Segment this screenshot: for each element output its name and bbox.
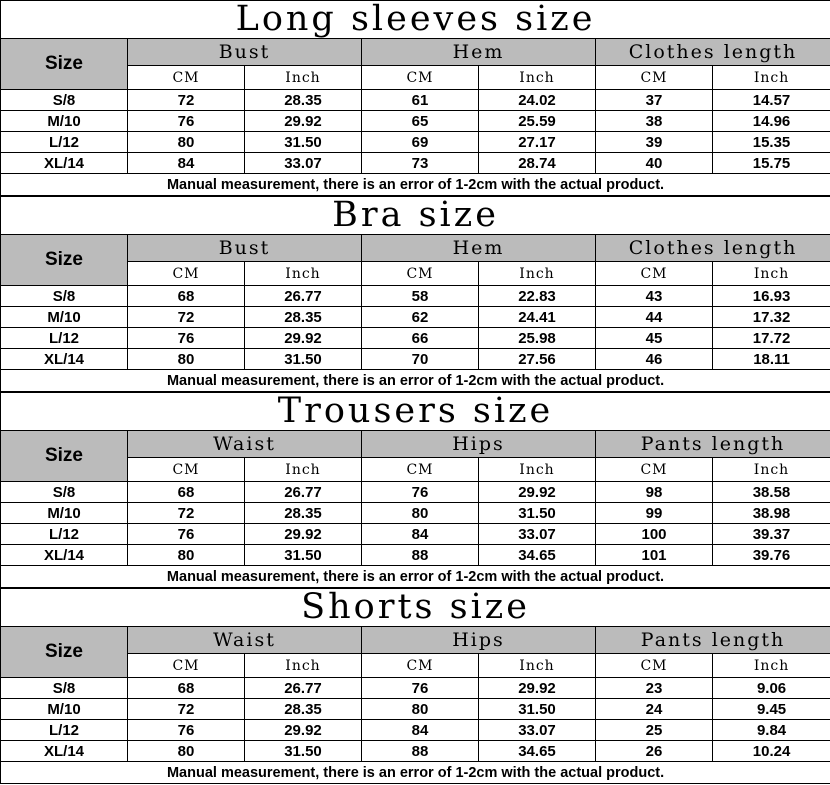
table-row <box>1 720 830 741</box>
value-cell: 70 <box>362 349 479 370</box>
value-cell: 76 <box>128 111 245 132</box>
unit-label: CM <box>596 654 713 678</box>
group-header-row <box>1 431 830 458</box>
value-cell: 68 <box>128 286 245 307</box>
value-cell: 10.24 <box>713 741 830 762</box>
group-header-row <box>1 39 830 66</box>
value-cell: 31.50 <box>245 741 362 762</box>
value-cell: 46 <box>596 349 713 370</box>
size-cell: M/10 <box>1 307 128 328</box>
value-cell: 76 <box>128 524 245 545</box>
value-cell: 25.59 <box>479 111 596 132</box>
title-row <box>1 1 830 39</box>
value-cell: 28.74 <box>479 153 596 174</box>
value-cell: 34.65 <box>479 741 596 762</box>
value-cell: 34.65 <box>479 545 596 566</box>
title-row <box>1 589 830 627</box>
value-cell: 98 <box>596 482 713 503</box>
value-cell: 22.83 <box>479 286 596 307</box>
measurement-group-header: Pants length <box>596 431 830 458</box>
value-cell: 61 <box>362 90 479 111</box>
unit-label: CM <box>128 262 245 286</box>
trousers-size-table <box>0 392 830 588</box>
value-cell: 88 <box>362 545 479 566</box>
unit-label: CM <box>128 654 245 678</box>
value-cell: 76 <box>362 678 479 699</box>
value-cell: 29.92 <box>245 720 362 741</box>
section-title-text: Long sleeves size <box>235 0 596 39</box>
value-cell: 25 <box>596 720 713 741</box>
table-row <box>1 90 830 111</box>
measurement-note: Manual measurement, there is an error of 1-2cm with the actual product. <box>1 566 830 588</box>
table-row <box>1 524 830 545</box>
unit-label: Inch <box>713 654 830 678</box>
measurement-group-header: Hips <box>362 431 596 458</box>
size-cell: L/12 <box>1 328 128 349</box>
size-cell: S/8 <box>1 678 128 699</box>
unit-label: Inch <box>479 654 596 678</box>
value-cell: 14.57 <box>713 90 830 111</box>
value-cell: 9.84 <box>713 720 830 741</box>
value-cell: 72 <box>128 503 245 524</box>
value-cell: 24.41 <box>479 307 596 328</box>
measurement-group-header: Bust <box>128 39 362 66</box>
unit-label: CM <box>362 66 479 90</box>
value-cell: 27.56 <box>479 349 596 370</box>
unit-label: Inch <box>479 262 596 286</box>
value-cell: 26 <box>596 741 713 762</box>
size-cell: S/8 <box>1 286 128 307</box>
unit-label: Inch <box>245 654 362 678</box>
table-row <box>1 286 830 307</box>
value-cell: 80 <box>362 503 479 524</box>
value-cell: 9.45 <box>713 699 830 720</box>
table-row <box>1 482 830 503</box>
table-row <box>1 503 830 524</box>
value-cell: 76 <box>128 720 245 741</box>
value-cell: 29.92 <box>479 678 596 699</box>
section-title <box>1 393 830 431</box>
unit-label: Inch <box>245 262 362 286</box>
value-cell: 45 <box>596 328 713 349</box>
unit-label: CM <box>362 654 479 678</box>
measurement-group-header: Hips <box>362 627 596 654</box>
size-cell: S/8 <box>1 482 128 503</box>
section-title-text: Trousers size <box>277 392 554 431</box>
value-cell: 28.35 <box>245 503 362 524</box>
unit-label: CM <box>596 66 713 90</box>
section-title <box>1 1 830 39</box>
unit-label: CM <box>128 458 245 482</box>
value-cell: 76 <box>362 482 479 503</box>
value-cell: 80 <box>362 699 479 720</box>
value-cell: 17.32 <box>713 307 830 328</box>
value-cell: 68 <box>128 678 245 699</box>
table-row <box>1 111 830 132</box>
unit-label: CM <box>596 262 713 286</box>
section-title-text: Shorts size <box>301 588 530 627</box>
measurement-note: Manual measurement, there is an error of 1-2cm with the actual product. <box>1 370 830 392</box>
value-cell: 73 <box>362 153 479 174</box>
value-cell: 31.50 <box>479 503 596 524</box>
size-cell: L/12 <box>1 720 128 741</box>
section-title-text: Bra size <box>332 196 499 235</box>
unit-label: CM <box>362 458 479 482</box>
measurement-group-header: Bust <box>128 235 362 262</box>
value-cell: 26.77 <box>245 678 362 699</box>
value-cell: 39 <box>596 132 713 153</box>
value-cell: 80 <box>128 349 245 370</box>
value-cell: 15.35 <box>713 132 830 153</box>
measurement-group-header: Hem <box>362 39 596 66</box>
value-cell: 40 <box>596 153 713 174</box>
group-header-row <box>1 235 830 262</box>
value-cell: 33.07 <box>479 720 596 741</box>
value-cell: 39.76 <box>713 545 830 566</box>
value-cell: 99 <box>596 503 713 524</box>
size-cell: M/10 <box>1 503 128 524</box>
size-cell: M/10 <box>1 699 128 720</box>
value-cell: 23 <box>596 678 713 699</box>
value-cell: 72 <box>128 699 245 720</box>
section-title <box>1 197 830 235</box>
title-row <box>1 393 830 431</box>
value-cell: 24 <box>596 699 713 720</box>
value-cell: 31.50 <box>245 349 362 370</box>
measurement-group-header: Waist <box>128 431 362 458</box>
value-cell: 58 <box>362 286 479 307</box>
value-cell: 38.98 <box>713 503 830 524</box>
size-cell: XL/14 <box>1 545 128 566</box>
table-row <box>1 132 830 153</box>
unit-label: Inch <box>479 66 596 90</box>
size-header: Size <box>1 431 128 482</box>
measurement-note: Manual measurement, there is an error of 1-2cm with the actual product. <box>1 762 830 784</box>
note-row <box>1 370 830 392</box>
value-cell: 29.92 <box>245 328 362 349</box>
value-cell: 38.58 <box>713 482 830 503</box>
value-cell: 18.11 <box>713 349 830 370</box>
value-cell: 72 <box>128 307 245 328</box>
unit-label: Inch <box>713 458 830 482</box>
measurement-group-header: Clothes length <box>596 235 830 262</box>
long-sleeves-size-table <box>0 0 830 196</box>
value-cell: 28.35 <box>245 699 362 720</box>
measurement-group-header: Pants length <box>596 627 830 654</box>
shorts-size-table <box>0 588 830 784</box>
value-cell: 29.92 <box>245 524 362 545</box>
value-cell: 84 <box>362 524 479 545</box>
size-header: Size <box>1 627 128 678</box>
table-row <box>1 349 830 370</box>
value-cell: 33.07 <box>245 153 362 174</box>
value-cell: 44 <box>596 307 713 328</box>
value-cell: 100 <box>596 524 713 545</box>
value-cell: 28.35 <box>245 307 362 328</box>
measurement-group-header: Hem <box>362 235 596 262</box>
note-row <box>1 762 830 784</box>
value-cell: 31.50 <box>245 545 362 566</box>
value-cell: 25.98 <box>479 328 596 349</box>
section-title <box>1 589 830 627</box>
table-row <box>1 678 830 699</box>
table-row <box>1 307 830 328</box>
size-cell: XL/14 <box>1 153 128 174</box>
value-cell: 31.50 <box>479 699 596 720</box>
measurement-note: Manual measurement, there is an error of 1-2cm with the actual product. <box>1 174 830 196</box>
size-header: Size <box>1 235 128 286</box>
unit-label: Inch <box>245 66 362 90</box>
value-cell: 43 <box>596 286 713 307</box>
value-cell: 16.93 <box>713 286 830 307</box>
unit-label: Inch <box>245 458 362 482</box>
value-cell: 80 <box>128 741 245 762</box>
value-cell: 80 <box>128 545 245 566</box>
value-cell: 76 <box>128 328 245 349</box>
value-cell: 65 <box>362 111 479 132</box>
bra-size-table <box>0 196 830 392</box>
measurement-group-header: Waist <box>128 627 362 654</box>
value-cell: 84 <box>128 153 245 174</box>
unit-label: Inch <box>713 66 830 90</box>
value-cell: 33.07 <box>479 524 596 545</box>
unit-label: Inch <box>713 262 830 286</box>
value-cell: 29.92 <box>479 482 596 503</box>
value-cell: 24.02 <box>479 90 596 111</box>
table-row <box>1 545 830 566</box>
note-row <box>1 566 830 588</box>
value-cell: 66 <box>362 328 479 349</box>
value-cell: 14.96 <box>713 111 830 132</box>
value-cell: 28.35 <box>245 90 362 111</box>
size-cell: L/12 <box>1 524 128 545</box>
value-cell: 31.50 <box>245 132 362 153</box>
size-cell: L/12 <box>1 132 128 153</box>
unit-label: CM <box>596 458 713 482</box>
value-cell: 26.77 <box>245 482 362 503</box>
size-cell: XL/14 <box>1 349 128 370</box>
table-row <box>1 741 830 762</box>
value-cell: 38 <box>596 111 713 132</box>
value-cell: 80 <box>128 132 245 153</box>
value-cell: 27.17 <box>479 132 596 153</box>
value-cell: 17.72 <box>713 328 830 349</box>
value-cell: 84 <box>362 720 479 741</box>
group-header-row <box>1 627 830 654</box>
unit-label: CM <box>128 66 245 90</box>
title-row <box>1 197 830 235</box>
value-cell: 68 <box>128 482 245 503</box>
value-cell: 39.37 <box>713 524 830 545</box>
measurement-group-header: Clothes length <box>596 39 830 66</box>
unit-label: CM <box>362 262 479 286</box>
table-row <box>1 153 830 174</box>
value-cell: 29.92 <box>245 111 362 132</box>
value-cell: 101 <box>596 545 713 566</box>
value-cell: 37 <box>596 90 713 111</box>
size-cell: M/10 <box>1 111 128 132</box>
table-row <box>1 328 830 349</box>
value-cell: 69 <box>362 132 479 153</box>
size-cell: S/8 <box>1 90 128 111</box>
value-cell: 72 <box>128 90 245 111</box>
value-cell: 26.77 <box>245 286 362 307</box>
note-row <box>1 174 830 196</box>
size-header: Size <box>1 39 128 90</box>
value-cell: 62 <box>362 307 479 328</box>
value-cell: 15.75 <box>713 153 830 174</box>
value-cell: 9.06 <box>713 678 830 699</box>
size-cell: XL/14 <box>1 741 128 762</box>
table-row <box>1 699 830 720</box>
unit-label: Inch <box>479 458 596 482</box>
value-cell: 88 <box>362 741 479 762</box>
